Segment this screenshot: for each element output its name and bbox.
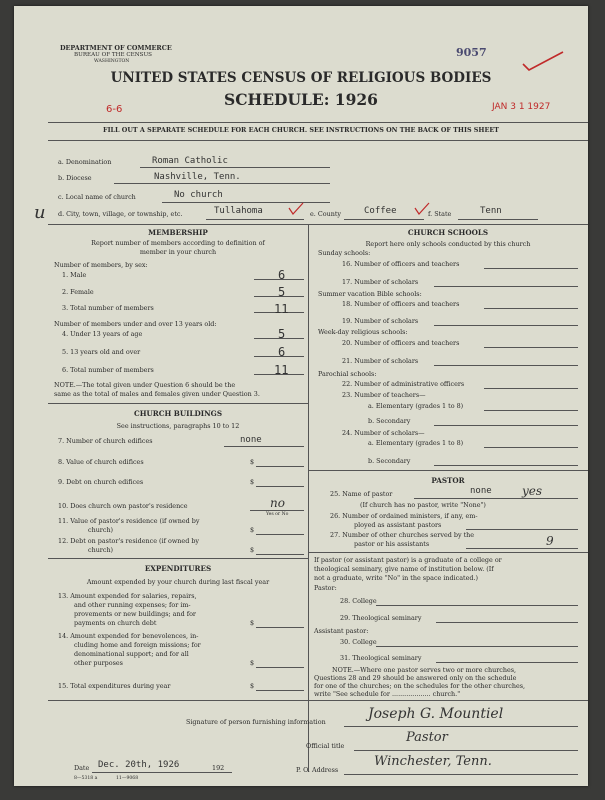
dollar-sign: $ (250, 619, 255, 627)
bureau-label: BUREAU OF THE CENSUS (74, 52, 153, 58)
expenditures-heading: EXPENDITURES (144, 564, 212, 573)
q11-label-cont: church) (88, 526, 114, 534)
q1-value[interactable]: 6 (278, 268, 286, 282)
expenditures-sub: Amount expended by your church during last fiscal year (86, 578, 270, 586)
address-label: P. O. Address (296, 766, 339, 774)
q10-label: 10. Does church own pastor's residence (58, 502, 188, 510)
q4-value[interactable]: 5 (278, 327, 286, 341)
year-suffix: 192 (212, 764, 225, 772)
denomination-label: a. Denomination (58, 158, 112, 166)
dollar-sign: $ (250, 478, 255, 486)
q1-label: 1. Male (62, 271, 87, 279)
sex-label: Number of members, by sex: (54, 261, 148, 269)
signature-value[interactable]: Joseph G. Mountiel (368, 706, 504, 722)
date-label: Date (74, 764, 90, 772)
q25-label: 25. Name of pastor (330, 490, 393, 498)
official-title-value[interactable]: Pastor (406, 730, 448, 745)
q23b-label: b. Secondary (368, 417, 411, 425)
q7-value[interactable]: none (240, 435, 262, 445)
official-title-label: Official title (306, 742, 345, 750)
q4-label: 4. Under 13 years of age (62, 330, 143, 338)
city-label: WASHINGTON (94, 59, 130, 64)
membership-note: NOTE.—The total given under Question 6 should be the (54, 381, 236, 389)
q12-label-cont: church) (88, 546, 114, 554)
state-label: f. State (428, 210, 452, 218)
dollar-sign: $ (250, 682, 255, 690)
dollar-sign: $ (250, 458, 255, 466)
q27-label-cont: pastor or his assistants (354, 540, 430, 548)
state-value[interactable]: Tenn (480, 206, 502, 216)
local-name-label: c. Local name of church (58, 193, 136, 201)
checkmark-icon (286, 200, 306, 218)
q23a-label: a. Elementary (grades 1 to 8) (368, 402, 464, 410)
q6-value[interactable]: 11 (274, 363, 289, 377)
print-code: 8—5318 a (74, 776, 98, 781)
graduate-note: theological seminary, give name of institution below. (If (314, 565, 494, 573)
q6-label: 6. Total number of members (62, 366, 154, 374)
q11-label: 11. Value of pastor's residence (if owned by (58, 517, 200, 525)
membership-heading: MEMBERSHIP (148, 228, 208, 237)
membership-note: same as the total of males and females given under Question 3. (54, 390, 260, 398)
u-mark: u (34, 202, 46, 223)
membership-intro: Report number of members according to definition of (91, 239, 265, 247)
city-town-label: d. City, town, village, or township, etc. (58, 210, 183, 218)
q2-value[interactable]: 5 (278, 285, 286, 299)
q26-label: 26. Number of ordained ministers, if any, em- (330, 512, 478, 520)
q13-label-cont: and other running expenses; for im- (74, 601, 191, 609)
parochial-label: Parochial schools: (318, 370, 377, 378)
q13-label-cont: provements or new buildings; and for (74, 610, 196, 618)
diocese-value[interactable]: Nashville, Tenn. (154, 172, 241, 182)
pastor-name-value[interactable]: none (470, 486, 492, 496)
pastor-name-mark: yes (522, 484, 543, 498)
diocese-label: b. Diocese (58, 174, 92, 182)
q5-value[interactable]: 6 (278, 345, 286, 359)
q5-label: 5. 13 years old and over (62, 348, 141, 356)
yes-no-hint: Yes or No (266, 512, 289, 517)
q9-label: 9. Debt on church edifices (58, 478, 144, 486)
form-title: UNITED STATES CENSUS OF RELIGIOUS BODIES (110, 70, 492, 86)
pastor-heading: PASTOR (431, 476, 465, 485)
summer-label: Summer vacation Bible schools: (318, 290, 422, 298)
q14-label: 14. Amount expended for benevolences, in- (58, 632, 199, 640)
q15-label: 15. Total expenditures during year (58, 682, 171, 690)
q22-label: 22. Number of administrative officers (342, 380, 465, 388)
buildings-sub: See instructions, paragraphs 10 to 12 (116, 422, 240, 430)
q30-label: 30. College (340, 638, 377, 646)
instruction-banner: FILL OUT A SEPARATE SCHEDULE FOR EACH CHURCH. SEE INSTRUCTIONS ON THE BACK OF THIS SHEET (103, 126, 499, 134)
local-name-value[interactable]: No church (174, 190, 223, 200)
denomination-value[interactable]: Roman Catholic (152, 156, 228, 166)
address-value[interactable]: Winchester, Tenn. (374, 754, 492, 769)
q10-value[interactable]: no (270, 496, 285, 510)
q26-label-cont: ployed as assistant pastors (354, 521, 442, 529)
signature-label: Signature of person furnishing information (186, 718, 326, 726)
pastor-subheading: Pastor: (314, 584, 337, 592)
q8-label: 8. Value of church edifices (58, 458, 144, 466)
dollar-sign: $ (250, 659, 255, 667)
q19-label: 19. Number of scholars (342, 317, 419, 325)
q13-label-cont: payments on church debt (74, 619, 157, 627)
q2-label: 2. Female (62, 288, 94, 296)
q3-value[interactable]: 11 (274, 302, 289, 316)
q20-label: 20. Number of officers and teachers (342, 339, 460, 347)
form-subtitle: SCHEDULE: 1926 (224, 90, 378, 109)
buildings-heading: CHURCH BUILDINGS (133, 409, 223, 418)
q24b-label: b. Secondary (368, 457, 411, 465)
print-code: 11—9068 (116, 776, 139, 781)
received-date-stamp: JAN 3 1 1927 (492, 102, 551, 112)
dollar-sign: $ (250, 526, 255, 534)
graduate-note: If pastor (or assistant pastor) is a graduate of a college or (314, 556, 502, 564)
schools-heading: CHURCH SCHOOLS (407, 228, 489, 237)
pastor-note: for one of the churches; on the schedules for the other churches, (314, 682, 526, 690)
q28-label: 28. College (340, 597, 377, 605)
q27-label: 27. Number of other churches served by the (330, 531, 475, 539)
q29-label: 29. Theological seminary (340, 614, 422, 622)
q23-label: 23. Number of teachers— (342, 391, 426, 399)
code-mark: 6-6 (106, 104, 123, 115)
age-label: Number of members under and over 13 years old: (54, 320, 217, 328)
membership-intro: member in your church (139, 248, 217, 256)
q27-value[interactable]: 9 (546, 534, 554, 548)
schools-intro: Report here only schools conducted by this church (365, 240, 531, 248)
q31-label: 31. Theological seminary (340, 654, 422, 662)
pastor-note: NOTE.—Where one pastor serves two or more churches, (332, 666, 517, 674)
census-schedule-sheet (14, 6, 588, 786)
pastor-note: Questions 28 and 29 should be answered only on the schedule (314, 674, 517, 682)
q3-label: 3. Total number of members (62, 304, 154, 312)
sunday-label: Sunday schools: (318, 249, 371, 257)
graduate-note: not a graduate, write "No" in the space indicated.) (314, 574, 479, 582)
q13-label: 13. Amount expended for salaries, repairs, (58, 592, 197, 600)
q25-note: (If church has no pastor, write "None") (360, 501, 486, 509)
department-label: DEPARTMENT OF COMMERCE (60, 44, 172, 52)
dollar-sign: $ (250, 546, 255, 554)
county-value[interactable]: Coffee (364, 206, 397, 216)
pastor-note: write "See schedule for ................... church." (314, 690, 461, 698)
q24a-label: a. Elementary (grades 1 to 8) (368, 439, 464, 447)
county-label: e. County (310, 210, 341, 218)
q14-label-cont: denominational support; and for all (74, 650, 189, 658)
weekday-label: Week-day religious schools: (318, 328, 408, 336)
q12-label: 12. Debt on pastor's residence (if owned by (58, 537, 200, 545)
q16-label: 16. Number of officers and teachers (342, 260, 460, 268)
q14-label-cont: other purposes (74, 659, 123, 667)
date-value[interactable]: Dec. 20th, 1926 (98, 760, 180, 770)
q17-label: 17. Number of scholars (342, 278, 419, 286)
q14-label-cont: cluding home and foreign missions; for (74, 641, 201, 649)
assistant-pastor-subheading: Assistant pastor: (314, 627, 369, 635)
form-number: 9057 (456, 46, 487, 59)
q21-label: 21. Number of scholars (342, 357, 419, 365)
q24-label: 24. Number of scholars— (342, 429, 425, 437)
q7-label: 7. Number of church edifices (58, 437, 153, 445)
q18-label: 18. Number of officers and teachers (342, 300, 460, 308)
city-value[interactable]: Tullahoma (214, 206, 263, 216)
